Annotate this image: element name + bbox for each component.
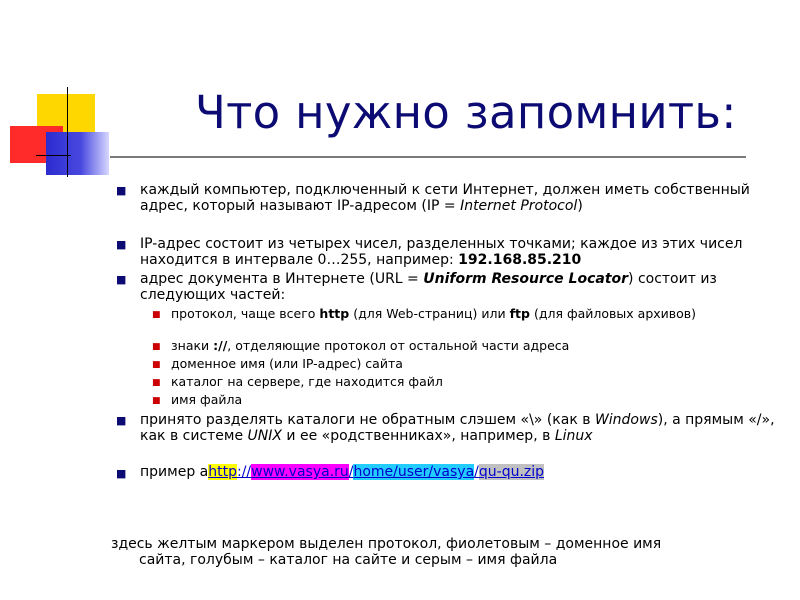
bullet-italic-text: Internet Protocol bbox=[460, 198, 578, 214]
os-unix: UNIX bbox=[247, 428, 282, 444]
url-separator[interactable]: / bbox=[474, 464, 479, 480]
bullet-marker: ■ bbox=[116, 238, 127, 251]
subbullet-marker: ■ bbox=[152, 360, 161, 370]
url-separator[interactable]: / bbox=[348, 464, 354, 480]
ip-example: 192.168.85.210 bbox=[458, 252, 582, 268]
footnote-line-2: сайта, голубым – каталог на сайте и серым – имя файла bbox=[139, 552, 558, 568]
footnote bbox=[111, 536, 781, 568]
sub-list-item: каталог на сервере, где находится файл bbox=[171, 374, 443, 389]
bullet-text: ) состоит из следующих частей: bbox=[140, 271, 717, 303]
footnote-line-1: здесь желтым маркером выделен протокол, фиолетовым – доменное имя bbox=[111, 536, 662, 552]
protocol-ftp: ftp bbox=[509, 306, 530, 321]
subbullet-marker: ■ bbox=[152, 396, 161, 406]
url-path[interactable]: home/user/vasya bbox=[353, 464, 475, 480]
subbullet-text: протокол, чаще всего bbox=[171, 306, 320, 321]
subbullet-marker: ■ bbox=[152, 310, 161, 320]
sub-list-item bbox=[171, 307, 731, 321]
list-item bbox=[140, 464, 780, 480]
list-item bbox=[140, 271, 780, 303]
bullet-text: принято разделять каталоги не обратным слэшем «\» (как в bbox=[140, 412, 595, 428]
bullet-text: адрес документа в Интернете (URL = bbox=[140, 271, 424, 287]
bullet-text: каждый компьютер, подключенный к сети Интернет, должен иметь собственный адрес, который называют IP-адресом (IP = bbox=[140, 182, 750, 214]
subbullet-text: знаки bbox=[171, 338, 214, 353]
bullet-marker: ■ bbox=[116, 184, 127, 197]
subbullet-text: (для файловых архивов) bbox=[529, 306, 697, 321]
os-windows: Windows bbox=[594, 412, 658, 428]
protocol-http: http bbox=[319, 306, 350, 321]
slide-title: Что нужно запомнить: bbox=[195, 86, 737, 139]
url-filename[interactable]: qu-qu.zip bbox=[478, 464, 545, 480]
os-linux: Linux bbox=[554, 428, 593, 444]
bullet-text: ) bbox=[577, 198, 583, 214]
url-separator[interactable]: :// bbox=[236, 464, 252, 480]
list-item bbox=[140, 182, 780, 214]
url-domain[interactable]: www.vasya.ru bbox=[251, 464, 349, 480]
list-item bbox=[140, 412, 780, 444]
separator-symbol: :// bbox=[213, 338, 228, 353]
bullet-marker: ■ bbox=[116, 467, 127, 480]
url-protocol[interactable]: http bbox=[208, 464, 237, 480]
sub-list-item: имя файла bbox=[171, 392, 243, 407]
subbullet-marker: ■ bbox=[152, 378, 161, 388]
url-expansion: Uniform Resource Locator bbox=[423, 271, 629, 287]
bullet-text: и ее «родственниках», например, в bbox=[281, 428, 555, 444]
sub-list-item: доменное имя (или IP-адрес) сайта bbox=[171, 356, 403, 371]
sub-list-item bbox=[171, 339, 731, 353]
example-prefix: пример а bbox=[140, 464, 209, 480]
subbullet-text: , отделяющие протокол от остальной части адреса bbox=[227, 338, 570, 353]
subbullet-text: (для Web-страниц) или bbox=[349, 306, 510, 321]
bullet-marker: ■ bbox=[116, 414, 127, 427]
list-item bbox=[140, 236, 780, 268]
bullet-text: IP-адрес состоит из четырех чисел, разделенных точками; каждое из этих чисел находится в интервале 0…255, например: bbox=[140, 236, 743, 268]
subbullet-marker: ■ bbox=[152, 342, 161, 352]
bullet-marker: ■ bbox=[116, 273, 127, 286]
bullet-text: ), а прямым «/», как в системе bbox=[140, 412, 775, 444]
